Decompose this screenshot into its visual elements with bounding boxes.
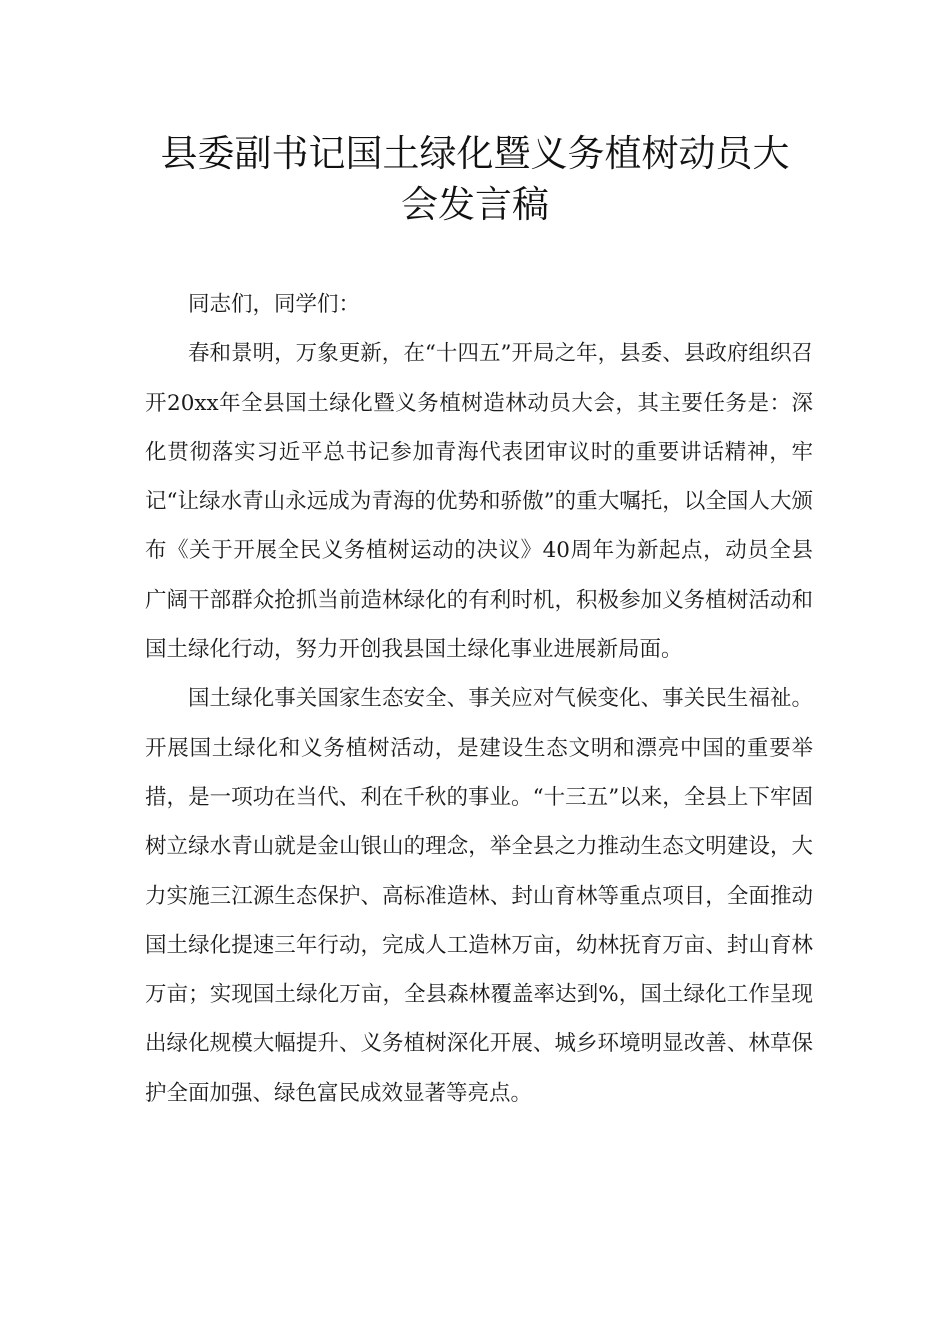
document-title-line-1: 县委副书记国土绿化暨义务植树动员大 [160,132,790,175]
paragraph-1: 春和景明，万象更新，在“十四五”开局之年，县委、县政府组织召开20xx年全县国土绿化暨义务植树造林动员大会，其主要任务是：深化贯彻落实习近平总书记参加青海代表团审议时的重要讲话精神，牢记“让绿水青山永远成为青海的优势和骄傲”的重大嘱托，以全国人大颁布《关于开展全民义务植树运动的决议》40周年为新起点，动员全县广阔干部群众抢抓当前造林绿化的有利时机，积极参加义务植树活动和国土绿化行动，努力开创我县国土绿化事业进展新局面。 [145,341,813,663]
document-title [140,128,810,230]
document-body [145,280,813,1118]
salutation: 同志们，同学们： [188,292,361,317]
document-title-line-2: 会发言稿 [401,183,549,226]
paragraph-2: 国土绿化事关国家生态安全、事关应对气候变化、事关民生福祉。开展国土绿化和义务植树活动，是建设生态文明和漂亮中国的重要举措，是一项功在当代、利在千秋的事业。“十三五”以来，全县上下牢固树立绿水青山就是金山银山的理念，举全县之力推动生态文明建设，大力实施三江源生态保护、高标准造林、封山育林等重点项目，全面推动国土绿化提速三年行动，完成人工造林万亩，幼林抚育万亩、封山育林万亩；实现国土绿化万亩，全县森林覆盖率达到%，国土绿化工作呈现出绿化规模大幅提升、义务植树深化开展、城乡环境明显改善、林草保护全面加强、绿色富民成效显著等亮点。 [145,686,813,1106]
